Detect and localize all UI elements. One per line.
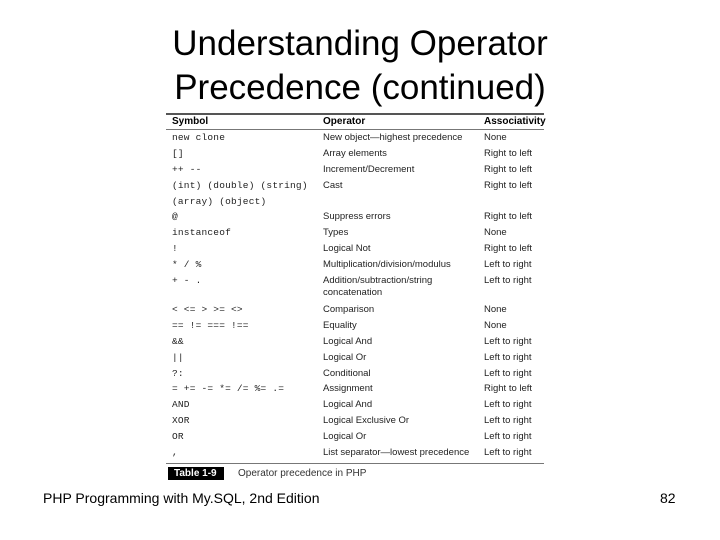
table-row <box>166 334 544 350</box>
cell-associativity: Left to right <box>484 351 532 363</box>
cell-symbol: = += -= *= /= %= .= <box>172 383 285 395</box>
cell-operator: Logical Or <box>323 351 367 363</box>
cell-operator: Logical And <box>323 399 373 411</box>
header-associativity: Associativity <box>484 116 546 127</box>
cell-operator: Array elements <box>323 147 387 159</box>
cell-associativity: Left to right <box>484 399 532 411</box>
cell-associativity: Left to right <box>484 431 532 443</box>
cell-symbol: == != === !== <box>172 319 249 331</box>
cell-symbol: @ <box>172 211 178 223</box>
cell-symbol: ! <box>172 243 178 255</box>
table-row <box>166 381 544 397</box>
slide-title <box>0 22 720 110</box>
table-row <box>166 162 544 178</box>
cell-associativity: None <box>484 227 507 239</box>
caption-text: Operator precedence in PHP <box>238 467 367 479</box>
cell-associativity: Left to right <box>484 367 532 379</box>
operator-precedence-table <box>166 113 544 481</box>
header-operator: Operator <box>323 116 366 127</box>
cell-operator: Increment/Decrement <box>323 163 415 175</box>
table-row <box>166 350 544 366</box>
cell-associativity: None <box>484 304 507 316</box>
table-header <box>166 113 544 130</box>
slide-title-line2: Precedence (continued) <box>174 68 546 107</box>
table-row <box>166 273 544 302</box>
cell-associativity: Left to right <box>484 259 532 271</box>
cell-associativity: Right to left <box>484 163 533 175</box>
cell-operator: Multiplication/division/modulus <box>323 259 451 271</box>
cell-operator: Comparison <box>323 304 375 316</box>
cell-operator: Logical Not <box>323 243 371 255</box>
cell-symbol: AND <box>172 399 190 411</box>
cell-symbol: , <box>172 447 178 459</box>
cell-operator: Logical Exclusive Or <box>323 415 410 427</box>
cell-symbol: new clone <box>172 132 226 143</box>
cell-associativity: Right to left <box>484 147 533 159</box>
cell-symbol: [] <box>172 147 184 159</box>
table-row <box>166 225 544 241</box>
page-number: 82 <box>660 490 676 506</box>
footer-text: PHP Programming with My.SQL, 2nd Edition <box>43 490 320 506</box>
cell-symbol: OR <box>172 431 184 443</box>
cell-symbol: (array) (object) <box>172 195 267 207</box>
cell-associativity: Right to left <box>484 211 533 223</box>
table-row <box>166 445 544 461</box>
cell-symbol: && <box>172 335 184 347</box>
slide-title-line1: Understanding Operator <box>172 24 548 63</box>
cell-associativity: Right to left <box>484 383 533 395</box>
cell-symbol: * / % <box>172 259 202 271</box>
caption-label: Table 1-9 <box>168 467 224 480</box>
table-row <box>166 413 544 429</box>
cell-operator: Conditional <box>323 367 371 379</box>
cell-operator: Types <box>323 227 349 239</box>
cell-associativity: Left to right <box>484 335 532 347</box>
cell-associativity: None <box>484 319 507 331</box>
cell-symbol: (int) (double) (string) <box>172 179 308 191</box>
cell-symbol: ?: <box>172 367 184 379</box>
table-row <box>166 302 544 318</box>
cell-operator: Assignment <box>323 383 373 395</box>
cell-operator: Suppress errors <box>323 211 391 223</box>
cell-symbol: || <box>172 351 184 363</box>
table-row <box>166 241 544 257</box>
cell-associativity: Left to right <box>484 415 532 427</box>
table-row <box>166 257 544 273</box>
table-row <box>166 318 544 334</box>
cell-associativity: None <box>484 132 507 143</box>
table-body <box>166 130 544 461</box>
cell-operator: Logical And <box>323 335 373 347</box>
table-row <box>166 130 544 146</box>
header-symbol: Symbol <box>172 116 209 127</box>
table-row <box>166 209 544 225</box>
cell-operator: New object—highest precedence <box>323 132 463 143</box>
cell-operator: List separator—lowest precedence <box>323 447 470 459</box>
table-row <box>166 194 544 210</box>
cell-associativity: Left to right <box>484 447 532 459</box>
cell-associativity: Right to left <box>484 243 533 255</box>
table-row <box>166 146 544 162</box>
cell-operator: Cast <box>323 179 343 191</box>
cell-operator: Equality <box>323 319 357 331</box>
table-bottom-rule <box>166 463 544 464</box>
table-row <box>166 429 544 445</box>
cell-symbol: XOR <box>172 415 190 427</box>
cell-symbol: < <= > >= <> <box>172 304 243 316</box>
cell-symbol: + - . <box>172 275 202 287</box>
table-caption <box>166 467 544 481</box>
table-row <box>166 178 544 194</box>
table-row <box>166 397 544 413</box>
cell-operator: Logical Or <box>323 431 367 443</box>
cell-associativity: Left to right <box>484 275 532 287</box>
cell-associativity: Right to left <box>484 179 533 191</box>
cell-symbol: instanceof <box>172 227 232 239</box>
cell-symbol: ++ -- <box>172 163 202 175</box>
cell-operator: Addition/subtraction/string concatenation <box>323 275 433 299</box>
table-row <box>166 366 544 382</box>
